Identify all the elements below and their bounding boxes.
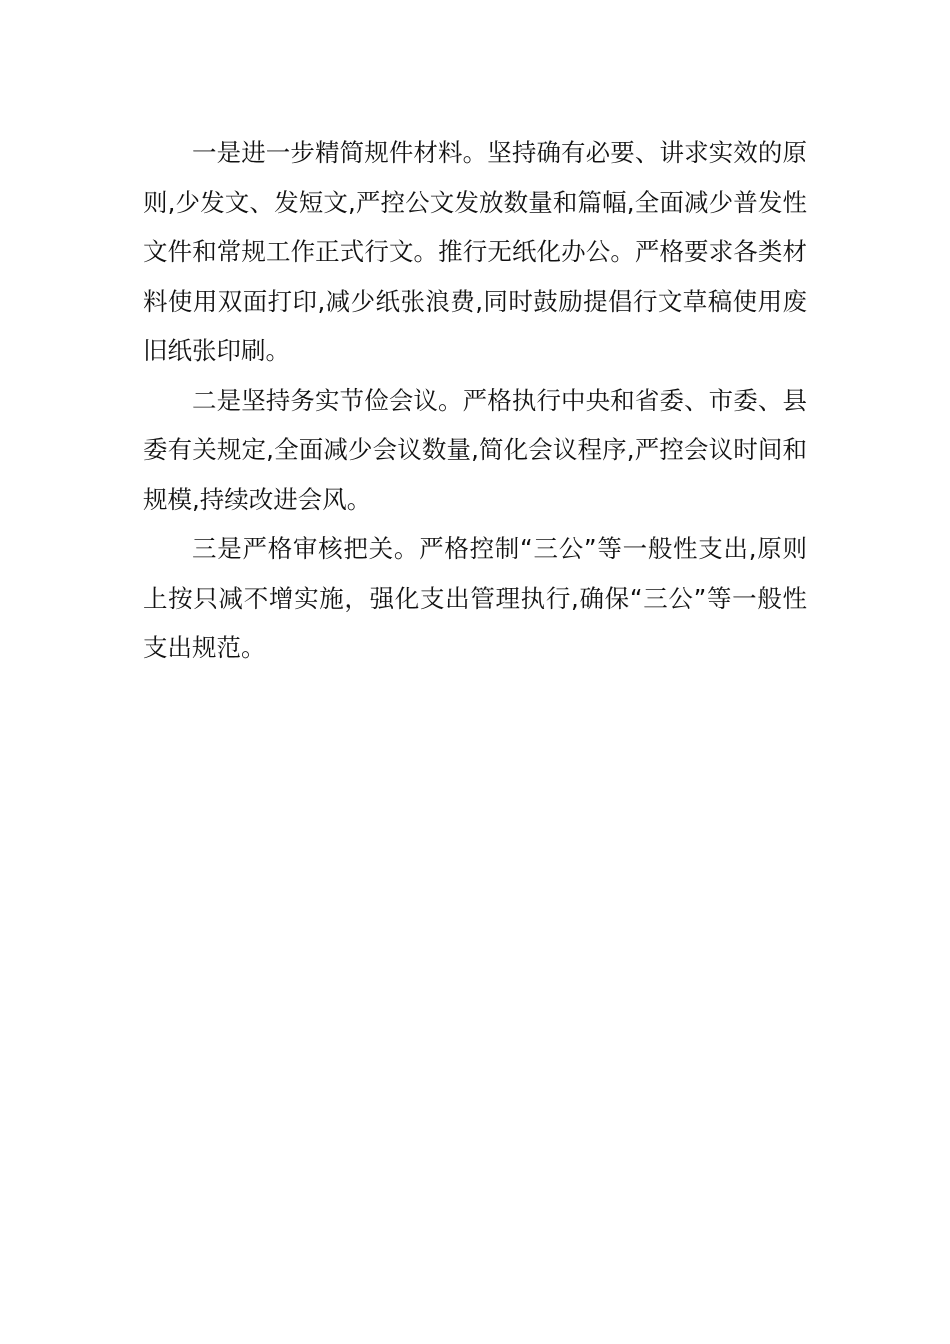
paragraph-3: 三是严格审核把关。严格控制“三公”等一般性支出,原则上按只减不增实施，强化支出管理执行,确保“三公”等一般性支出规范。 (143, 534, 807, 662)
paragraph-1: 一是进一步精简规件材料。坚持确有必要、讲求实效的原则,少发文、发短文,严控公文发放数量和篇幅,全面减少普发性文件和常规工作正式行文。推行无纸化办公。严格要求各类材料使用双面打印,减少纸张浪费,同时鼓励提倡行文草稿使用废旧纸张印刷。 (143, 138, 807, 365)
paragraph-2: 二是坚持务实节俭会议。严格执行中央和省委、市委、县委有关规定,全面减少会议数量,简化会议程序,严控会议时间和规模,持续改进会风。 (143, 385, 807, 514)
document-body (143, 128, 807, 673)
